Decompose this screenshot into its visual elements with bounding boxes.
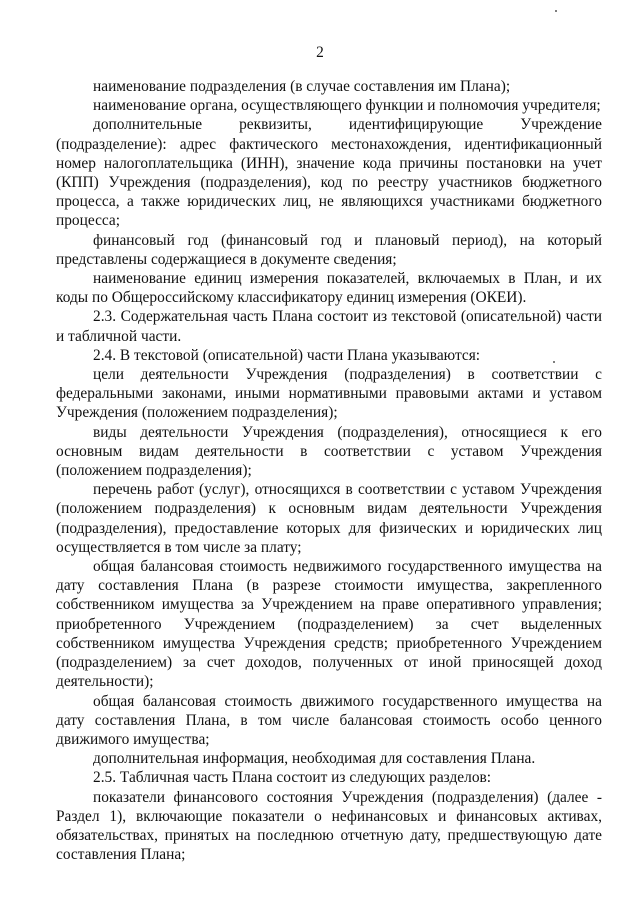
document-body xyxy=(56,77,602,864)
paragraph: цели деятельности Учреждения (подразделения) в соответствии с федеральными законами, иными нормативными правовыми актами и уставом Учреждения (положением подразделения); xyxy=(56,366,602,422)
paragraph: показатели финансового состояния Учреждения (подразделения) (далее - Раздел 1), включающие показатели о нефинансовых и финансовых активах, обязательствах, принятых на последнюю отчетную дату, предшествующую дате составления Плана; xyxy=(56,788,602,864)
paragraph: виды деятельности Учреждения (подразделения), относящиеся к его основным видам деятельности в соответствии с уставом Учреждения (положением подразделения); xyxy=(56,423,602,480)
paragraph: 2.4. В текстовой (описательной) части Плана указываются: xyxy=(93,346,481,364)
paragraph: общая балансовая стоимость движимого государственного имущества на дату составления Плана, в том числе балансовая стоимость особо ценного движимого имущества; xyxy=(56,692,602,748)
paragraph: финансовый год (финансовый год и плановый период), на который представлены содержащиеся в документе сведения; xyxy=(56,231,602,268)
paragraph: перечень работ (услуг), относящихся в соответствии с уставом Учреждения (положением подразделения) к основным видам деятельности Учреждения (подразделения), предоставление которых для физических и юридических лиц осуществляется в том числе за плату; xyxy=(56,481,602,556)
page-number: 2 xyxy=(316,44,324,61)
scan-speck xyxy=(555,10,557,12)
paragraph: 2.5. Табличная часть Плана состоит из следующих разделов: xyxy=(93,769,492,787)
paragraph: дополнительная информация, необходимая для составления Плана. xyxy=(93,750,536,768)
paragraph: 2.3. Содержательная часть Плана состоит из текстовой (описательной) части и табличной части. xyxy=(56,308,602,345)
paragraph: дополнительные реквизиты, идентифицирующие Учреждение (подразделение): адрес фактического местонахождения, идентификационный номер налогоплательщика (ИНН), значение кода причины постановки на учет (КПП) Учреждения (подразделения), код по реестру участников бюджетного процесса, а также юридических лиц, не являющихся участниками бюджетного процесса; xyxy=(56,116,602,230)
paragraph: наименование единиц измерения показателей, включаемых в План, и их коды по Общероссийскому классификатору единиц измерения (ОКЕИ). xyxy=(56,270,602,307)
paragraph: наименование органа, осуществляющего функции и полномочия учредителя; xyxy=(93,97,601,115)
paragraph: общая балансовая стоимость недвижимого государственного имущества на дату составления Плана (в разрезе стоимости имущества, закрепленного собственником имущества за Учреждением на праве оперативного управления; приобретенного Учреждением (подразделением) за счет выделенных собственником имущества Учреждения средств; приобретенного Учреждением (подразделением) за счет доходов, полученных от иной приносящей доход деятельности); xyxy=(56,558,602,691)
paragraph: наименование подразделения (в случае составления им Плана); xyxy=(93,78,511,95)
scan-speck xyxy=(553,361,555,363)
